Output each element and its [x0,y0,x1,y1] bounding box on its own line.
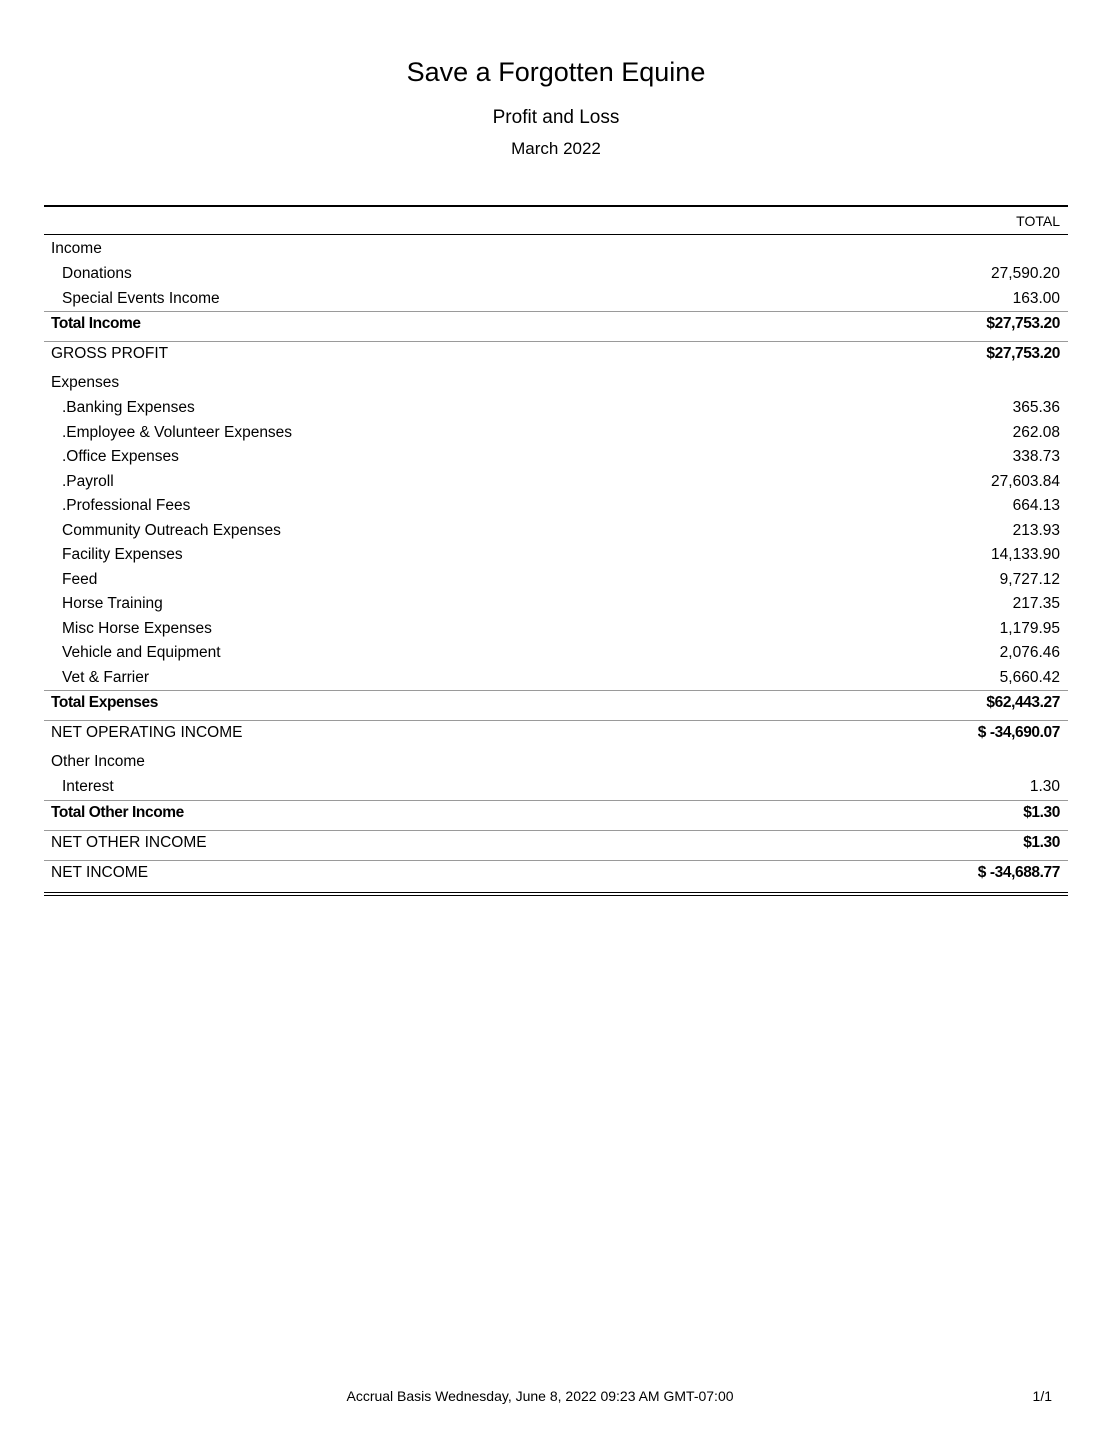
account-amount: 338.73 [1012,448,1060,465]
total-amount: $62,443.27 [986,694,1060,711]
column-header-row [44,207,1068,235]
table-row [44,287,1068,312]
account-label: Special Events Income [62,289,220,307]
account-label: Vehicle and Equipment [62,644,221,661]
gross-profit-row [44,341,1068,371]
summary-amount: $ -34,688.77 [977,863,1060,881]
account-label: .Employee & Volunteer Expenses [62,423,293,441]
total-label: Total Expenses [51,694,158,711]
account-label: Misc Horse Expenses [62,619,212,637]
account-amount: 1,179.95 [999,619,1060,637]
account-label: Donations [62,265,132,282]
table-row [44,617,1068,642]
account-amount: 213.93 [1012,521,1060,539]
table-row [44,543,1068,568]
account-label: Community Outreach Expenses [62,521,281,539]
report-period: March 2022 [511,139,601,158]
table-row [44,262,1068,287]
net-income-row [44,860,1068,896]
profit-loss-table [44,205,1068,896]
total-income-row [44,311,1068,341]
summary-amount: $27,753.20 [986,345,1060,362]
account-label: .Professional Fees [62,497,191,514]
table-row [44,421,1068,446]
account-label: Facility Expenses [62,546,183,563]
summary-amount: $1.30 [1023,833,1060,851]
total-label: Total Other Income [51,803,184,821]
column-header-total: TOTAL [1016,213,1060,229]
footer-basis-timestamp: Accrual Basis Wednesday, June 8, 2022 09:23 AM GMT-07:00 [346,1388,734,1404]
section-heading-label: Income [51,240,102,257]
account-amount: 262.08 [1012,423,1060,441]
summary-label: NET INCOME [51,863,149,881]
company-name: Save a Forgotten Equine [406,57,706,87]
section-heading-income [44,237,1068,262]
account-label: .Office Expenses [62,448,179,465]
section-heading-expenses [44,371,1068,396]
account-label: .Payroll [62,472,114,490]
section-heading-label: Expenses [51,374,120,391]
total-amount: $1.30 [1023,803,1060,821]
account-amount: 14,133.90 [991,546,1060,563]
account-label: Horse Training [62,595,163,612]
table-row [44,775,1068,800]
summary-label: NET OTHER INCOME [51,833,207,851]
table-row [44,445,1068,470]
total-label: Total Income [51,315,141,332]
table-row [44,568,1068,593]
table-row [44,494,1068,519]
account-amount: 664.13 [1012,497,1060,514]
table-row [44,396,1068,421]
total-expenses-row [44,690,1068,720]
table-row [44,519,1068,544]
account-amount: 217.35 [1012,595,1060,612]
account-amount: 163.00 [1012,289,1060,307]
account-amount: 27,590.20 [991,265,1060,282]
account-amount: 2,076.46 [999,644,1060,661]
table-row [44,470,1068,495]
summary-label: NET OPERATING INCOME [51,724,243,741]
total-other-income-row [44,800,1068,830]
account-amount: 9,727.12 [999,570,1060,588]
total-amount: $27,753.20 [986,315,1060,332]
net-other-income-row [44,830,1068,860]
account-amount: 365.36 [1012,399,1060,416]
section-heading-other-income [44,750,1068,775]
table-row [44,592,1068,617]
summary-amount: $ -34,690.07 [977,724,1060,741]
table-row [44,641,1068,666]
report-title: Profit and Loss [492,107,620,128]
account-label: Interest [62,778,114,795]
account-amount: 27,603.84 [991,472,1060,490]
account-amount: 5,660.42 [999,668,1060,686]
summary-label: GROSS PROFIT [51,345,169,362]
account-label: Vet & Farrier [62,668,149,686]
account-amount: 1.30 [1029,778,1060,795]
account-label: Feed [62,570,98,588]
footer-page-number: 1/1 [1032,1388,1052,1404]
net-operating-income-row [44,720,1068,750]
section-heading-label: Other Income [51,753,145,770]
table-row [44,666,1068,691]
account-label: .Banking Expenses [62,399,195,416]
